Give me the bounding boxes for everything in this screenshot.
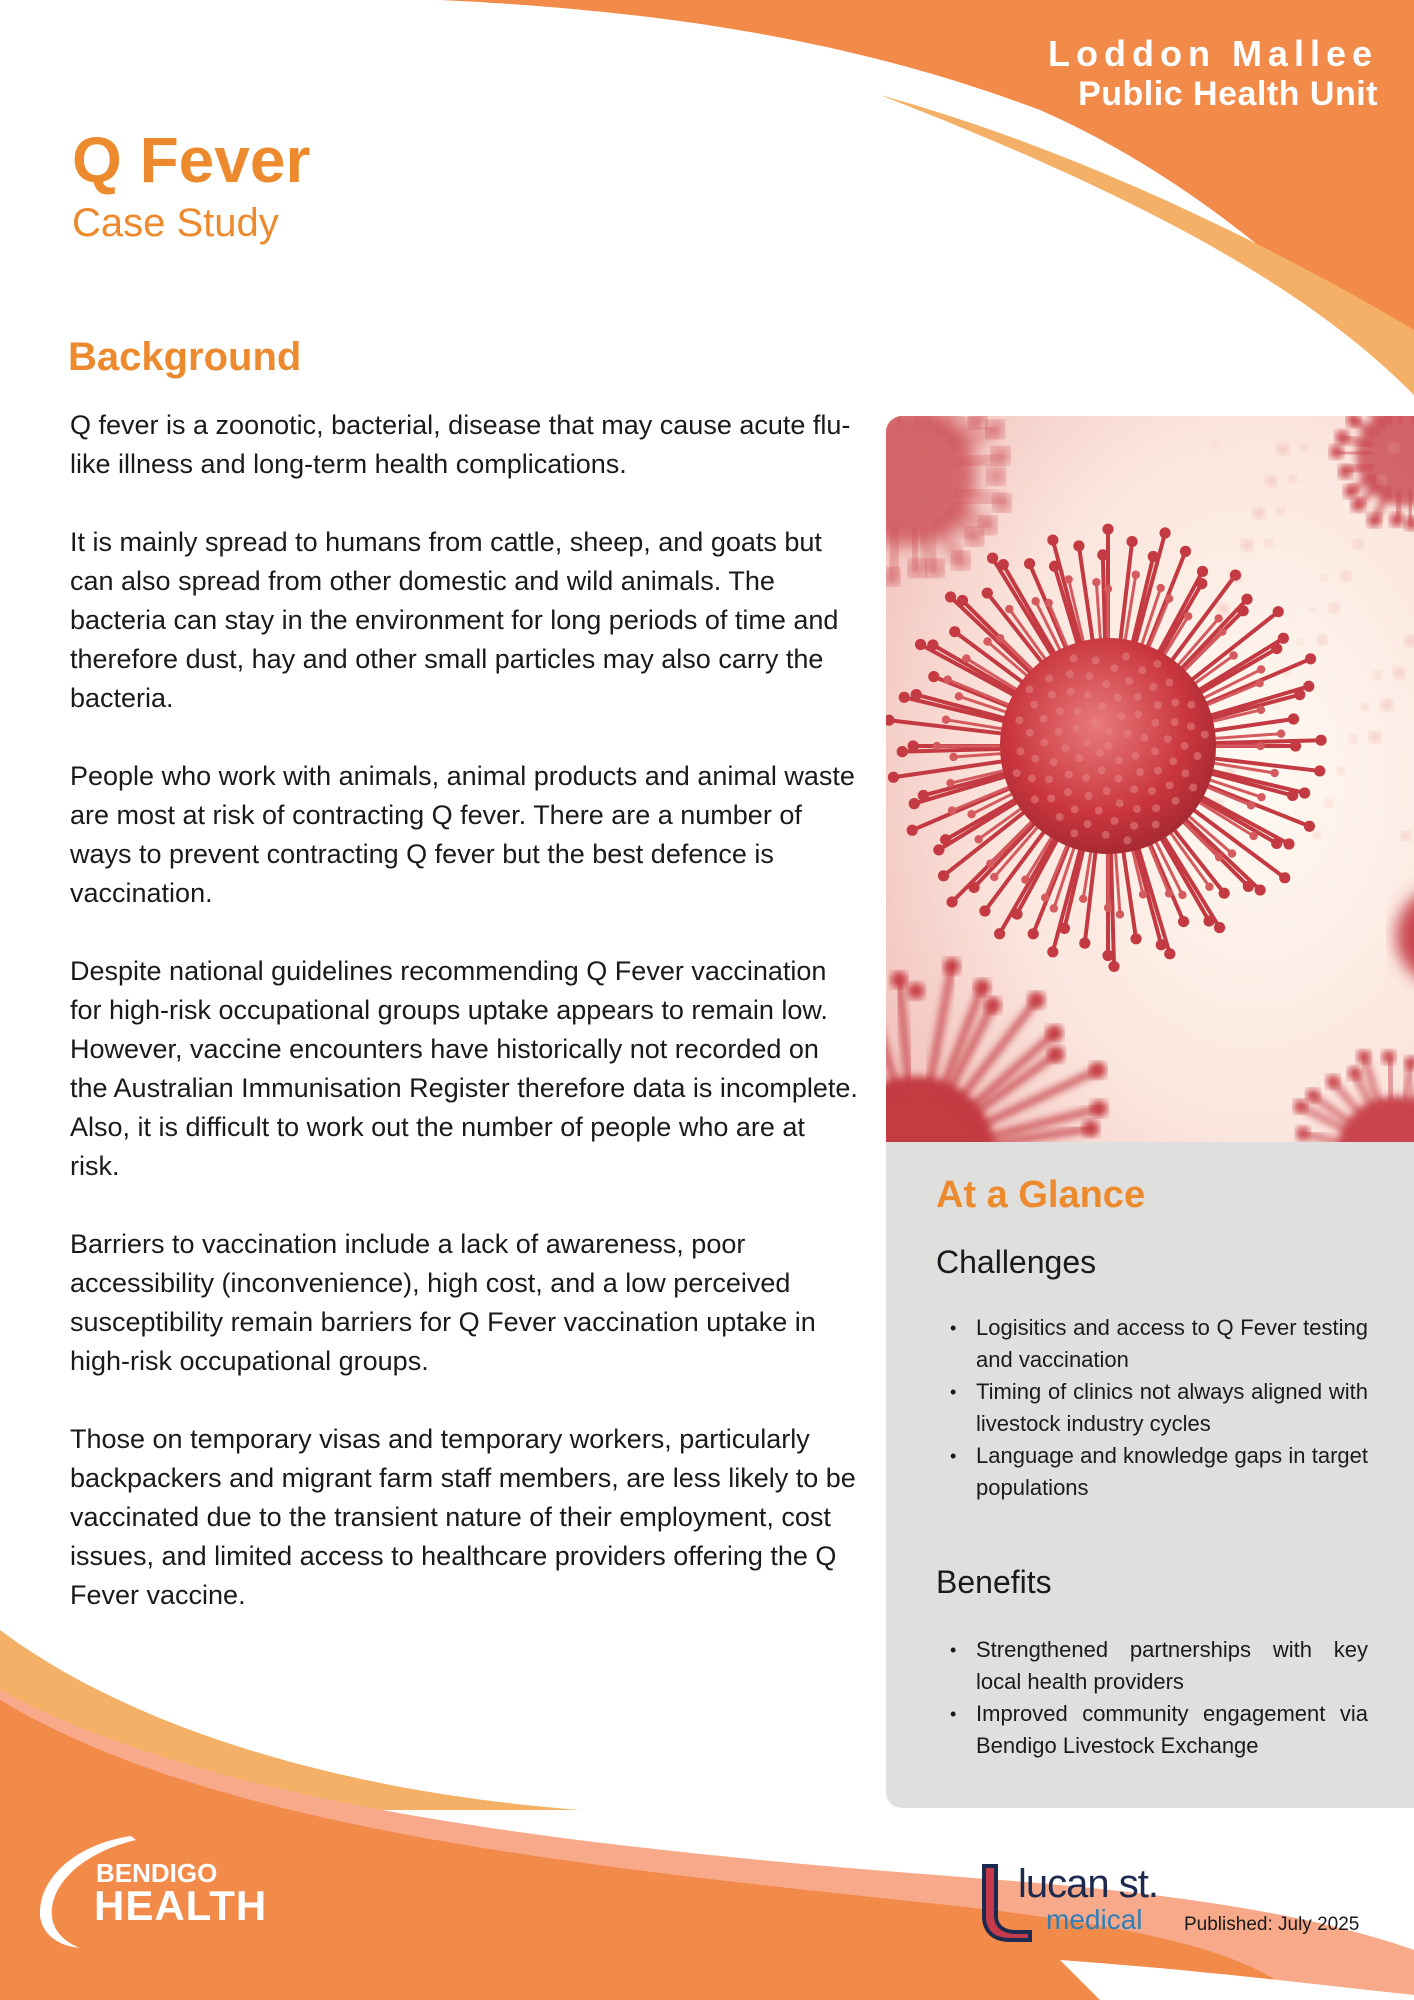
at-a-glance-heading: At a Glance xyxy=(936,1174,1146,1216)
bendigo-health-logo-line1: BENDIGO xyxy=(96,1858,218,1888)
challenges-heading: Challenges xyxy=(936,1244,1097,1280)
page-subtitle: Case Study xyxy=(72,201,279,245)
unit-name-line2: Public Health Unit xyxy=(1078,75,1378,113)
bendigo-health-logo-line2: HEALTH xyxy=(94,1882,268,1929)
background-paragraph: Those on temporary visas and temporary workers, particularly backpackers and migrant farm staff members, are less likely to be vaccinated due to the transient nature of their employment, cost issues, and limited access to healthcare providers offering the Q Fever vaccine. xyxy=(70,1424,856,1610)
background-heading: Background xyxy=(68,335,302,379)
benefits-heading: Benefits xyxy=(936,1564,1052,1600)
background-paragraph: Despite national guidelines recommending Q Fever vaccination for high-risk occupational groups uptake appears to remain low. However, vaccine encounters have historically not recorded on the Australian Immunisation Register therefore data is incomplete. Also, it is difficult to work out the number of people who are at risk. xyxy=(70,956,858,1181)
unit-name-line1: Loddon Mallee xyxy=(1048,33,1378,74)
list-item: • Language and knowledge gaps in target populations xyxy=(936,1440,1368,1504)
published-date: Published: July 2025 xyxy=(1184,1914,1360,1935)
background-paragraph: Q fever is a zoonotic, bacterial, disease that may cause acute flu-like illness and long-term health complications. xyxy=(70,410,851,479)
list-item: • Timing of clinics not always aligned with livestock industry cycles xyxy=(936,1376,1368,1440)
lucan-st-medical-logo-sub: medical xyxy=(1046,1904,1143,1935)
list-item: • Improved community engagement via Bendigo Livestock Exchange xyxy=(936,1698,1368,1762)
background-body xyxy=(70,406,860,1654)
page-title: Q Fever xyxy=(72,124,311,196)
bendigo-health-logo xyxy=(36,1830,296,1950)
list-item: • Logisitics and access to Q Fever testing and vaccination xyxy=(936,1312,1368,1376)
lucan-st-medical-logo xyxy=(976,1860,1176,1950)
list-item: • Strengthened partnerships with key local health providers xyxy=(936,1634,1368,1698)
unit-name xyxy=(1048,34,1378,114)
benefits-list xyxy=(936,1634,1368,1762)
background-paragraph: People who work with animals, animal products and animal waste are most at risk of contracting Q fever. There are a number of ways to prevent contracting Q fever but the best defence is vaccination. xyxy=(70,761,855,908)
virus-illustration xyxy=(886,416,1414,1142)
background-paragraph: It is mainly spread to humans from cattle, sheep, and goats but can also spread from other domestic and wild animals. The bacteria can stay in the environment for long periods of time and therefore dust, hay and other small particles may also carry the bacteria. xyxy=(70,527,839,713)
lucan-st-medical-logo-main: lucan st. xyxy=(1018,1862,1158,1906)
challenges-list xyxy=(936,1312,1368,1504)
background-paragraph: Barriers to vaccination include a lack of awareness, poor accessibility (inconvenience), high cost, and a low perceived susceptibility remain barriers for Q Fever vaccination uptake in high-risk occupational groups. xyxy=(70,1229,816,1376)
at-a-glance-panel xyxy=(886,1142,1414,1808)
